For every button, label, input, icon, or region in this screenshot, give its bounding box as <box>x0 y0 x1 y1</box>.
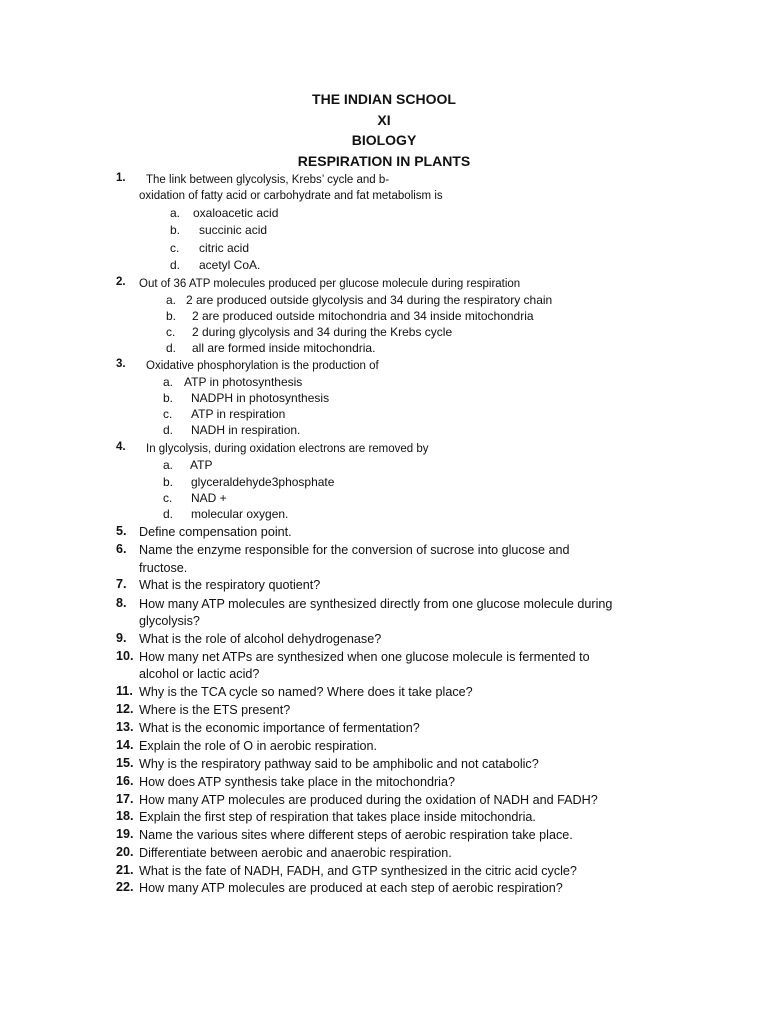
option-text: oxaloacetic acid <box>193 206 279 220</box>
question-number: 20. <box>116 845 134 859</box>
option-letter: a. <box>163 375 174 389</box>
option-text: ATP in photosynthesis <box>184 375 303 389</box>
option-letter: a. <box>163 458 174 472</box>
question-text: In glycolysis, during oxidation electrons are removed by <box>146 443 429 455</box>
question-text: How many ATP molecules are produced at each step of aerobic respiration? <box>139 881 563 895</box>
question-number: 4. <box>116 441 126 453</box>
question-text: Explain the role of O in aerobic respiration. <box>139 739 378 753</box>
option-text: citric acid <box>199 241 250 255</box>
question-text: Why is the respiratory pathway said to be amphibolic and not catabolic? <box>139 757 539 771</box>
option-letter: c. <box>166 325 176 339</box>
question-number: 8. <box>116 596 127 610</box>
question-number: 12. <box>116 702 134 716</box>
question-text: Name the various sites where different steps of aerobic respiration take place. <box>139 828 573 842</box>
option-letter: b. <box>166 309 177 323</box>
option-text: succinic acid <box>199 223 268 237</box>
question-text: Out of 36 ATP molecules produced per glucose molecule during respiration <box>139 278 521 290</box>
question-number: 6. <box>116 542 127 556</box>
option-letter: d. <box>163 423 174 437</box>
question-text: Why is the TCA cycle so named? Where does it take place? <box>139 685 473 699</box>
option-letter: c. <box>163 491 173 505</box>
question-number: 18. <box>116 809 134 823</box>
question-number: 13. <box>116 720 134 734</box>
option-letter: a. <box>170 206 181 220</box>
option-text: NAD + <box>191 491 227 505</box>
option-text: 2 during glycolysis and 34 during the Krebs cycle <box>192 325 453 339</box>
question-number: 1. <box>116 172 126 184</box>
question-number: 5. <box>116 524 127 538</box>
question-text: How many ATP molecules are synthesized directly from one glucose molecule during <box>139 597 613 611</box>
question-text: glycolysis? <box>139 614 200 628</box>
question-text: How many ATP molecules are produced during the oxidation of NADH and FADH? <box>139 793 598 807</box>
option-text: NADPH in photosynthesis <box>191 391 330 405</box>
class-label: XI <box>377 111 391 128</box>
option-text: glyceraldehyde3phosphate <box>191 475 335 489</box>
question-text: Explain the first step of respiration that takes place inside mitochondria. <box>139 810 536 824</box>
question-number: 2. <box>116 276 126 288</box>
question-number: 21. <box>116 863 134 877</box>
question-number: 10. <box>116 649 134 663</box>
question-text: oxidation of fatty acid or carbohydrate and fat metabolism is <box>139 190 443 202</box>
option-letter: c. <box>163 407 173 421</box>
question-text: Where is the ETS present? <box>139 703 291 717</box>
option-text: ATP <box>190 458 213 472</box>
question-text: Define compensation point. <box>139 525 292 539</box>
question-number: 11. <box>116 684 133 698</box>
option-text: molecular oxygen. <box>191 507 289 521</box>
question-text: What is the economic importance of fermentation? <box>139 721 420 735</box>
option-letter: d. <box>166 341 177 355</box>
option-text: 2 are produced outside mitochondria and 34 inside mitochondria <box>192 309 534 323</box>
question-text: alcohol or lactic acid? <box>139 667 260 681</box>
school-name: THE INDIAN SCHOOL <box>312 91 456 107</box>
option-text: acetyl CoA. <box>199 258 261 272</box>
question-number: 19. <box>116 827 134 841</box>
option-letter: c. <box>170 241 180 255</box>
option-letter: d. <box>163 507 174 521</box>
option-text: 2 are produced outside glycolysis and 34 during the respiratory chain <box>186 293 553 307</box>
question-number: 22. <box>116 880 134 894</box>
question-text: Name the enzyme responsible for the conversion of sucrose into glucose and <box>139 543 570 557</box>
question-number: 14. <box>116 738 134 752</box>
question-number: 7. <box>116 577 127 591</box>
option-letter: d. <box>170 258 181 272</box>
question-text: fructose. <box>139 561 188 575</box>
chapter-title: RESPIRATION IN PLANTS <box>297 152 471 169</box>
question-text: How does ATP synthesis take place in the mitochondria? <box>139 775 455 789</box>
question-text: Oxidative phosphorylation is the production of <box>146 360 379 372</box>
question-text: The link between glycolysis, Krebs’ cycle and b- <box>146 174 390 186</box>
question-text: What is the respiratory quotient? <box>139 578 321 592</box>
option-letter: b. <box>163 391 174 405</box>
option-letter: b. <box>163 475 174 489</box>
question-number: 17. <box>116 792 134 806</box>
option-text: NADH in respiration. <box>191 423 301 437</box>
subject-label: BIOLOGY <box>351 132 417 148</box>
question-number: 15. <box>116 756 134 770</box>
question-number: 3. <box>116 358 126 370</box>
document-header <box>0 89 768 171</box>
option-letter: b. <box>170 223 181 237</box>
question-text: What is the role of alcohol dehydrogenase? <box>139 632 382 646</box>
option-text: all are formed inside mitochondria. <box>192 341 376 355</box>
question-number: 16. <box>116 774 134 788</box>
question-text: Differentiate between aerobic and anaerobic respiration. <box>139 846 452 860</box>
question-text: How many net ATPs are synthesized when one glucose molecule is fermented to <box>139 650 590 664</box>
question-number: 9. <box>116 631 127 645</box>
option-text: ATP in respiration <box>191 407 286 421</box>
question-text: What is the fate of NADH, FADH, and GTP synthesized in the citric acid cycle? <box>139 864 577 878</box>
option-letter: a. <box>166 293 177 307</box>
